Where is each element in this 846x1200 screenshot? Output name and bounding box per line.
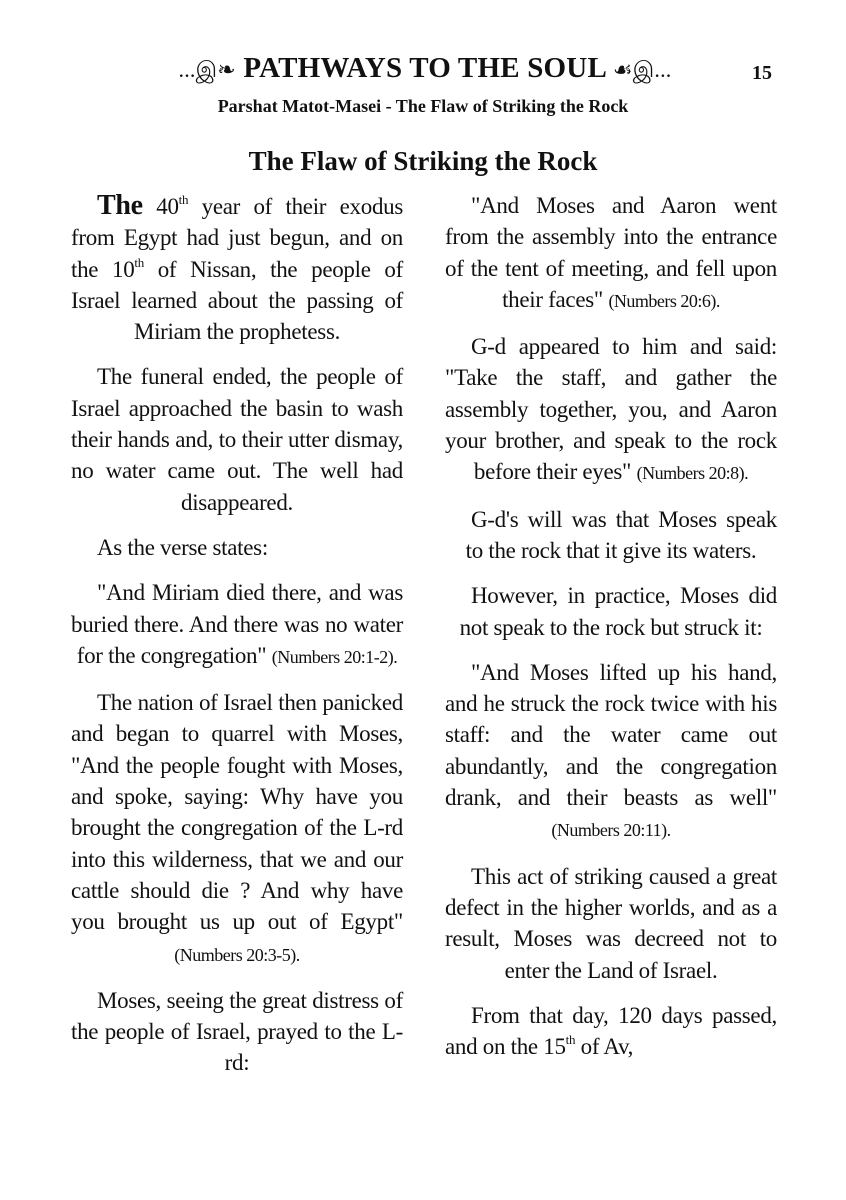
text-segment: of Av, xyxy=(575,1034,634,1060)
paragraph xyxy=(445,190,777,317)
paragraph xyxy=(445,657,777,847)
paragraph xyxy=(71,687,403,971)
paragraph xyxy=(71,985,403,1079)
ordinal-suffix: th xyxy=(565,1032,576,1048)
ornament-right-icon: ☙இ... xyxy=(612,57,672,82)
ordinal-suffix: th xyxy=(134,254,144,270)
page-number: 15 xyxy=(752,62,772,84)
citation: (Numbers 20:6). xyxy=(608,290,720,311)
text-segment: However, in practice, Moses did not speak to the rock but struck it: xyxy=(459,583,777,640)
book-title: PATHWAYS TO THE SOUL xyxy=(243,52,606,84)
paragraph xyxy=(445,331,777,489)
text-segment: As the verse states: xyxy=(97,534,268,560)
text-segment: The nation of Israel then panicked and began to quarrel with Moses, "And the people fought with Moses, and spoke, saying: Why have you brought the congregation of the L-rd into this wilderness, that we and our cattle should die ? And why have you brought us up out of Egypt" xyxy=(71,690,403,935)
paragraph xyxy=(445,580,777,643)
running-header xyxy=(130,52,720,86)
text-segment: year of their exodus from Egypt had just begun, and on the 10 xyxy=(71,194,403,282)
text-segment: G-d appeared to him and said: "Take the staff, and gather the assembly together, you, and Aaron your brother, and speak to the rock before their eyes" xyxy=(445,334,777,485)
text-segment: The funeral ended, the people of Israel approached the basin to wash their hands and, to their utter dismay, no water came out. The well had disappeared. xyxy=(71,364,403,515)
ordinal-suffix: th xyxy=(178,192,189,207)
paragraph xyxy=(445,861,777,986)
paragraph xyxy=(445,1000,777,1063)
paragraph xyxy=(71,361,403,517)
ornament-left-icon: ...இ❧ xyxy=(178,57,236,82)
text-segment: From that day, 120 days passed, and on the 15 xyxy=(445,1002,777,1060)
opening-word: The xyxy=(97,190,143,221)
paragraph xyxy=(71,577,403,673)
right-column xyxy=(445,190,777,1076)
left-column xyxy=(71,190,403,1093)
article-title: The Flaw of Striking the Rock xyxy=(248,146,598,176)
chapter-subtitle: Parshat Matot-Masei - The Flaw of Striking the Rock xyxy=(217,96,629,116)
text-segment: 40 xyxy=(142,194,179,219)
citation: (Numbers 20:3-5). xyxy=(174,944,300,965)
text-segment: This act of striking caused a great defect in the higher worlds, and as a result, Moses was decreed not to enter the Land of Israel. xyxy=(445,863,777,983)
citation: (Numbers 20:1-2). xyxy=(271,646,398,667)
text-segment: of Nissan, the people of Israel learned about the passing of Miriam the prophetess. xyxy=(71,256,403,345)
citation: (Numbers 20:8). xyxy=(636,463,749,484)
text-segment: "And Moses and Aaron went from the assembly into the entrance of the tent of meeting, and fell upon their faces" xyxy=(445,193,777,312)
text-segment: "And Moses lifted up his hand, and he struck the rock twice with his staff: and the water came out abundantly, and the congregation drank, and their beasts as well" xyxy=(445,659,777,811)
text-segment: Moses, seeing the great distress of the people of Israel, prayed to the L-rd: xyxy=(71,987,403,1076)
paragraph xyxy=(445,504,777,567)
citation: (Numbers 20:11). xyxy=(551,820,671,841)
paragraph xyxy=(71,190,403,347)
text-segment: "And Miriam died there, and was buried there. And there was no water for the congregation" xyxy=(71,580,403,668)
text-segment: G-d's will was that Moses speak to the rock that it give its waters. xyxy=(465,506,777,563)
paragraph xyxy=(71,532,403,563)
